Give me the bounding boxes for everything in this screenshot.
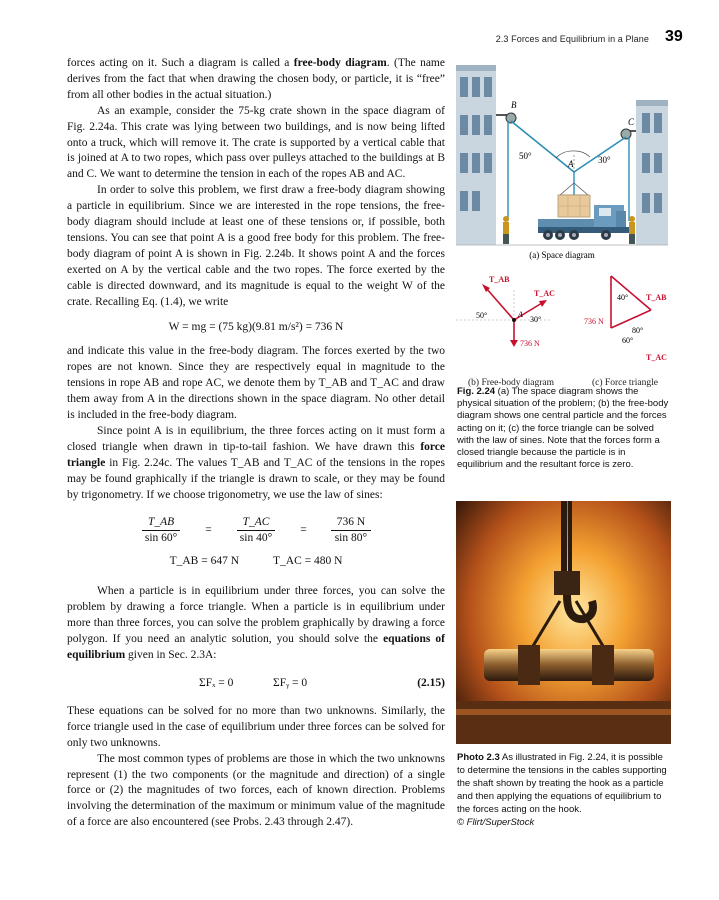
crate [558, 195, 590, 217]
worker-right [629, 216, 635, 244]
paragraph-7: These equations can be solved for no more than two unknowns. Similarly, the force triangle used in the case of equilibrium under three forces can be solved for only two unknowns. [67, 704, 445, 749]
figure-space-diagram [456, 55, 668, 303]
fbd-label-a: A [518, 310, 523, 319]
space-label-c: C [628, 117, 635, 127]
equation-fy: ΣFᵧ = 0 [273, 676, 308, 689]
fraction-1: $\frac{T\_AB}{\sin 60^\circ}$ [139, 515, 183, 546]
space-angle-right: 30° [598, 155, 611, 165]
term-equations-of-equilibrium: equations of equilibrium [67, 633, 445, 661]
space-diagram-caption: (a) Space diagram [529, 250, 595, 260]
running-head: 2.3 Forces and Equilibrium in a Plane [495, 34, 649, 44]
main-text-column [67, 56, 445, 831]
paragraph-1: forces acting on it. Such a diagram is called a free-body diagram. (The name derives from the fact that when drawing the chosen body, or particle, it is “free” from all other bodies in the actual situation.) [67, 57, 445, 101]
left-building [456, 65, 496, 245]
worker-left [503, 216, 509, 244]
fbd-label-weight: 736 N [520, 339, 540, 348]
paragraph-2: As an example, consider the 75-kg crate shown in the space diagram of Fig. 2.24a. This crate was lying between two buildings, and is now being lifted onto a truck, which will remove it. The crate is supported by a vertical cable that is joined at A to two ropes, which pass over pulleys attached to the buildings at B and C. We want to determine the tension in each of the ropes AB and AC. [67, 104, 445, 181]
fbd-angle-left: 50° [476, 311, 488, 320]
triangle-angle-bot: 60° [622, 336, 634, 345]
triangle-angle-top: 40° [617, 293, 629, 302]
photo-credit: © Flirt/SuperStock [457, 817, 535, 828]
figure-caption-text: (a) The space diagram shows the physical situation of the problem; (b) the free-body diagram shows one central particle and the forces acting on it; (c) the force triangle can be solved with the law of sines. Note that the forces form a closed triangle because the particle is in equilibrium and the resultant force is zero. [457, 386, 669, 471]
fbd-caption-text: (b) Free-body diagram [468, 378, 554, 388]
triangle-label-weight: 736 N [584, 317, 604, 326]
result-tab: T_AB = 647 N [169, 555, 239, 568]
photo-caption [457, 751, 670, 829]
result-tac: T_AC = 480 N [273, 555, 343, 568]
equation-weight: W = mg = (75 kg)(9.81 m/s²) = 736 N [168, 320, 344, 333]
space-angle-left: 50° [519, 151, 532, 161]
fbd-label-tac: T_AC [534, 289, 555, 298]
paragraph-5: Since point A is in equilibrium, the three forces acting on it must form a closed triangle when drawn in tip-to-tail fashion. We have drawn this force triangle in Fig. 2.24c. The values T_AB and T_AC of the tensions in the ropes may be found graphically if the triangle is drawn to scale, or they may be found by trigonometry. If we choose trigonometry, we use the law of sines: [67, 424, 445, 501]
term-free-body-diagram: free-body diagram [293, 57, 387, 69]
triangle-angle-mid: 80° [632, 326, 644, 335]
triangle-caption-text: (c) Force triangle [592, 378, 658, 388]
photo-caption-label: Photo 2.3 [457, 752, 500, 763]
triangle-label-tac: T_AC [646, 353, 667, 362]
figure-caption-label: Fig. 2.24 [457, 386, 496, 397]
equation-number: (2.15) [417, 676, 445, 689]
paragraph-8: The most common types of problems are those in which the two unknowns represent (1) the two components (or the magnitude and direction) of a single force or (2) the magnitudes of two forces, each of known direction. Problems involving the determination of the maximum or minimum value of the magnitude of a force are also encountered (see Probs. 2.43 through 2.47). [67, 752, 445, 829]
figure-fbd-and-triangle [456, 270, 696, 370]
fbd-label-tab: T_AB [489, 275, 510, 284]
triangle-side-tac [611, 310, 651, 328]
right-building [636, 100, 668, 245]
page-header [0, 0, 719, 60]
force-triangle [584, 276, 667, 362]
space-label-a: A [568, 159, 574, 169]
triangle-label-tab: T_AB [646, 293, 667, 302]
equation-fx: ΣFₓ = 0 [199, 676, 234, 689]
photo-hook-shaft [456, 501, 671, 744]
paragraph-4: and indicate this value in the free-body diagram. The forces exerted by the two ropes are not known. Since they are respectively equal in magnitude to the tensions in rope AB and rope AC, we denote them by T_AB and T_AC and draw them away from A in the directions shown in the space diagram. No other detail is included in the free-body diagram. [67, 345, 445, 422]
equilibrium-equations [67, 668, 445, 700]
term-force-triangle: force triangle [67, 440, 445, 469]
law-of-sines: $\frac{T\_AB}{\sin 60^\circ}$ = $\frac{T\_AC}{\sin 40^\circ}$ = $\frac{736 N}{\sin 80^\circ}$ [67, 515, 445, 546]
page-number: 39 [665, 28, 683, 45]
photo-caption-text: As illustrated in Fig. 2.24, it is possible to determine the tensions in the cables supporting the shaft shown by treating the hook as a particle and then applying the equations of equilibrium to the forces acting on the hook. [457, 752, 667, 815]
tension-results [67, 554, 445, 570]
figure-caption [457, 386, 670, 471]
paragraph-6: When a particle is in equilibrium under three forces, you can solve the problem by drawing a force triangle. When a particle is in equilibrium under more than three forces, you can solve the problem graphically by drawing a force polygon. If you need an analytic solution, you should solve the equations of equilibrium given in Sec. 2.3A: [67, 585, 445, 661]
free-body-diagram [456, 275, 555, 348]
paragraph-3: In order to solve this problem, we first draw a free-body diagram showing a particle in equilibrium. Since we are interested in the rope tensions, the free-body diagram should include at least one of these tensions or, if possible, both tensions. You can see that point A is a good free body for this problem. The free-body diagram of point A is shown in Fig. 2.24b. It shows point A and the forces exerted on A by the vertical cable and the two ropes. The force exerted by the cable is directed downward, and its magnitude is equal to the weight W of the crate. Recalling Eq. (1.4), we write [67, 184, 445, 308]
space-label-b: B [511, 100, 517, 110]
fbd-angle-right: 30° [530, 315, 542, 324]
fbd-vector-tab [486, 288, 514, 320]
fraction-2: $\frac{T\_AC}{\sin 40^\circ}$ [234, 515, 278, 546]
fraction-3: $\frac{736 N}{\sin 80^\circ}$ [329, 515, 373, 546]
